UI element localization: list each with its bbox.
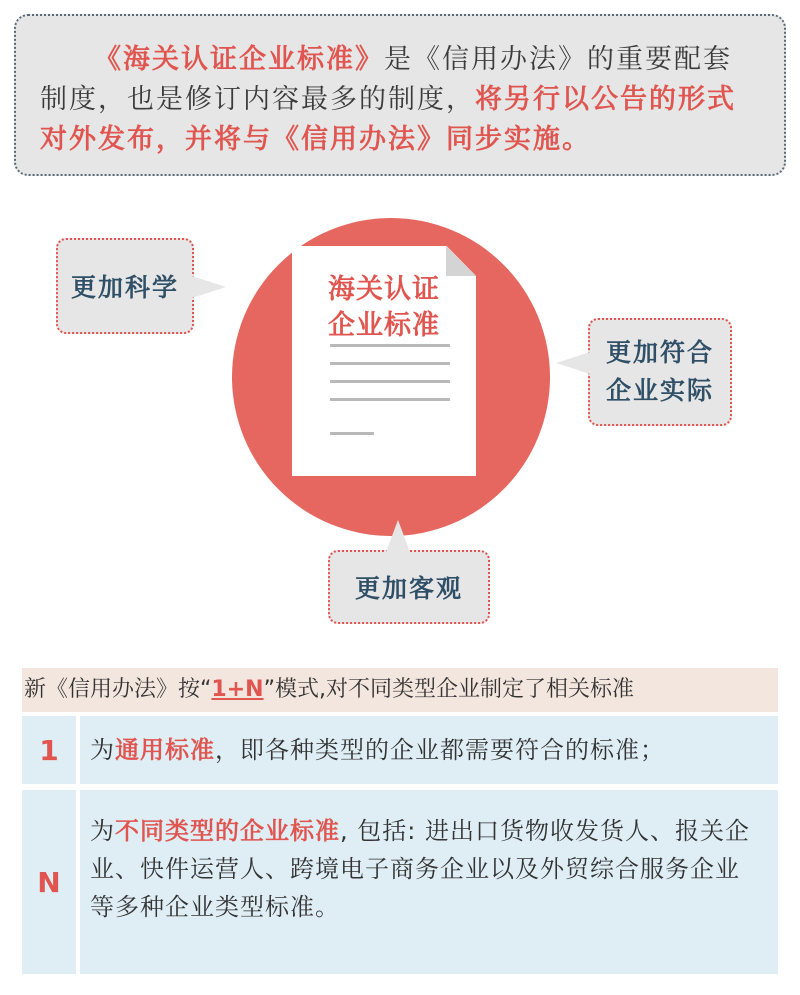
bubble-left-label: 更加科学 xyxy=(70,273,179,302)
bubble-more-objective xyxy=(328,550,490,624)
row-text: ，即各种类型的企业都需要符合的标准； xyxy=(215,736,665,764)
model-header-highlight: 1+N xyxy=(211,677,264,702)
row-highlight: 不同类型的企业标准 xyxy=(115,817,340,845)
model-header-prefix: 新《信用办法》按“ xyxy=(24,677,212,702)
document-text-line xyxy=(330,398,450,401)
document-text-line xyxy=(330,380,450,383)
row-key: 1 xyxy=(22,716,76,784)
bubble-right-tail xyxy=(556,352,590,374)
document-title-line2: 企业标准 xyxy=(328,310,440,341)
model-header-suffix: ”模式,对不同类型企业制定了相关标准 xyxy=(263,677,634,702)
row-key: N xyxy=(22,790,76,974)
row-body xyxy=(80,716,778,784)
standard-row xyxy=(22,716,778,784)
bubble-more-practical xyxy=(588,318,732,426)
document-text-line xyxy=(330,432,374,435)
row-pre: 为 xyxy=(90,817,115,845)
bubble-right-label-line1: 更加符合 xyxy=(605,338,714,367)
row-body xyxy=(80,790,778,974)
intro-title: 《海关认证企业标准》 xyxy=(94,44,384,75)
document-title-line1: 海关认证 xyxy=(328,274,440,305)
bubble-more-scientific xyxy=(56,238,194,334)
intro-text-a: 是《信用办法》的重要配套制度，也是修订内容最多的制度， xyxy=(40,44,732,115)
row-text: , 包括: 进出口货物收发货人、报关企业、快件运营人、跨境电子商务企业以及外贸综合服务企业等多种企业类型标准。 xyxy=(90,817,750,921)
document-text-line xyxy=(330,362,450,365)
bubble-bottom-tail xyxy=(386,520,410,552)
intro-box xyxy=(14,14,786,176)
standard-row xyxy=(22,790,778,974)
row-pre: 为 xyxy=(90,736,115,764)
document-title xyxy=(292,272,476,344)
bubble-right-label-line2: 企业实际 xyxy=(605,376,714,405)
model-header xyxy=(22,668,778,712)
intro-text-b: 将另行以公告的形式对外发布，并将与《信用办法》同步实施。 xyxy=(40,84,736,155)
document-text-line xyxy=(330,344,450,347)
bubble-left-tail xyxy=(192,276,226,298)
row-highlight: 通用标准 xyxy=(115,736,215,764)
bubble-bottom-label: 更加客观 xyxy=(354,574,463,603)
